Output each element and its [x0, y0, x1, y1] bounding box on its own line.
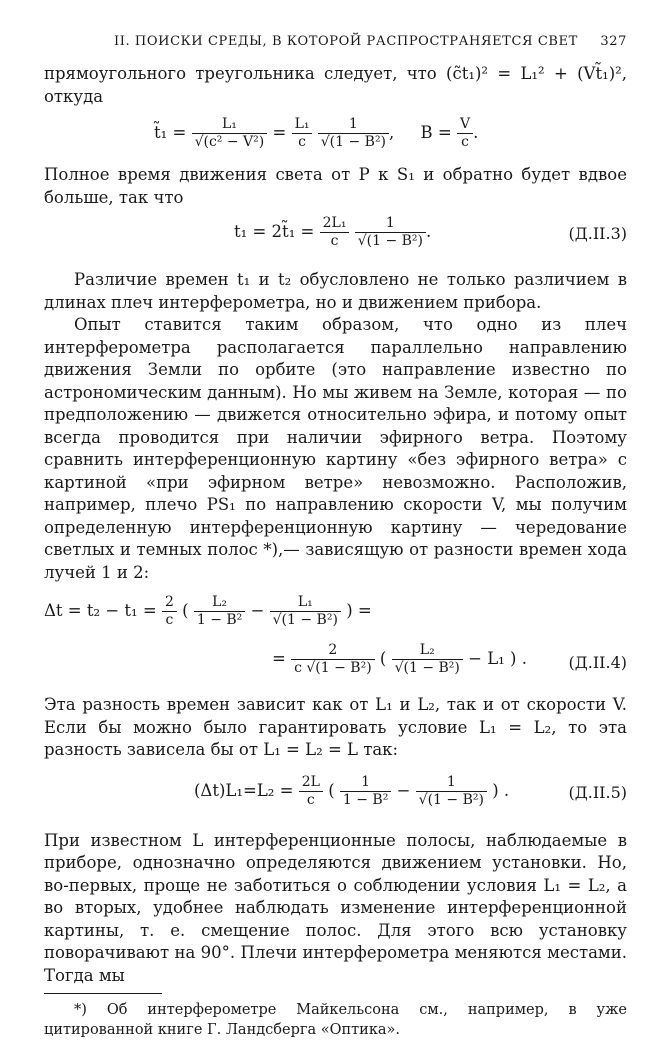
formula-lhs: t̃₁ = [154, 123, 187, 142]
fraction: $\frac{1}{\text{√(1 − B²)}}$ [355, 215, 426, 250]
fraction: $\frac{\text{L₂}}{\text{1 − B²}}$ [194, 594, 245, 629]
page-number: 327 [600, 34, 627, 49]
fraction: $\frac{\text{L₁}}{c}$ [292, 116, 313, 151]
equation-number: (Д.II.5) [568, 782, 627, 802]
fraction: $\frac{1}{\text{1 − B²}}$ [340, 774, 391, 809]
formula-d2-3: t₁ = 2t̃₁ = $\frac{\text{2L₁}}{c}$ $\frac{1}{\text{√(1 − B²)}}$ . (Д.II.3) [234, 215, 627, 249]
fraction: $\frac{2L}{c}$ [299, 774, 323, 809]
paragraph-4: Опыт ставится таким образом, что одно из плеч интерферометра располагается параллельно направлению движения Земли по орбите (это направление известно по астрономическим данным). Но мы живем на Земле, которая — по предположению — движется относительно эфира, и потому опыт всегда проводится при наличии эфирного ветра. Поэтому сравнить интерференционную картину «без эфирного ветра» с картиной «при эфирном ветре» невозможно. Расположив, например, плечо PS₁ по направлению скорости V, мы получим определенную интерференционную картину — чередование светлых и темных полос *),— зависящую от разности времен хода лучей 1 и 2: [44, 315, 627, 582]
fraction: $\frac{\text{L₁}}{\text{√(1 − B²)}}$ [270, 594, 341, 629]
fraction: $\frac{1}{\text{√(1 − B²)}}$ [416, 774, 487, 809]
formula-delta-t: Δt = t₂ − t₁ = $\frac{2}{c}$ ( $\frac{\text{L₂}}{\text{1 − B²}}$ − $\frac{\text{L₁}}{\text{√(1 − B²)}}$ ) = [44, 594, 372, 628]
formula-t1: t̃₁ = $\frac{\text{L₁}}{\text{√(c² − V²)}}$ = $\frac{\text{L₁}}{c}$ $\frac{1}{\text{√(1 − B²)}}$ , B = $\frac{V}{c}$ . [154, 116, 479, 150]
fraction: $\frac{1}{\text{√(1 − B²)}}$ [318, 116, 389, 151]
book-page [44, 34, 627, 1040]
footnote: *) Об интерферометре Майкельсона см., например, в уже цитированной книге Г. Ландсберга «Оптика». [44, 1002, 627, 1038]
fraction: $\frac{\text{L₁}}{\text{√(c² − V²)}}$ [192, 116, 268, 151]
fraction: $\frac{V}{c}$ [457, 116, 473, 151]
fraction: $\frac{\text{L₂}}{\text{√(1 − B²)}}$ [392, 642, 463, 677]
paragraph-3: Различие времен t₁ и t₂ обусловлено не только различием в длинах плеч интерферометра, но и движением прибора. [44, 270, 627, 312]
running-header [114, 34, 627, 49]
footnote-divider [44, 993, 162, 994]
paragraph-2: Полное время движения света от P к S₁ и обратно будет вдвое больше, так что [44, 165, 627, 207]
fraction: $\frac{\text{2L₁}}{c}$ [320, 215, 350, 250]
paragraph-5: Эта разность времен зависит как от L₁ и L₂, так и от скорости V. Если бы можно было гарантировать условие L₁ = L₂, то эта разность зависела бы от L₁ = L₂ = L так: [44, 695, 627, 759]
fraction: $\frac{2}{c}$ [162, 594, 177, 629]
paragraph-6: При известном L интерференционные полосы, наблюдаемые в приборе, однозначно определяются движением установки. Но, во-первых, проще не заботиться о соблюдении условия L₁ = L₂, а во вторых, удобнее наблюдать изменение интерференционной картины, т. е. смещение полос. Для этого всю установку поворачивают на 90°. Плечи интерферометра меняются местами. Тогда мы [44, 830, 627, 985]
paragraph-1: прямоугольного треугольника следует, что (c̃t₁)² = L₁² + (Vt̃₁)², откуда [44, 64, 627, 106]
equation-number: (Д.II.3) [568, 224, 627, 243]
formula-d2-5: (Δt)L₁=L₂ = $\frac{2L}{c}$ ( $\frac{1}{\text{1 − B²}}$ − $\frac{1}{\text{√(1 − B²)}}$ ) . (Д.II.5) [194, 773, 627, 808]
fraction: $\frac{2}{\text{c √(1 − B²)}}$ [291, 642, 375, 677]
equation-number: (Д.II.4) [568, 653, 627, 672]
formula-d2-4: = $\frac{2}{\text{c √(1 − B²)}}$ ( $\frac{\text{L₂}}{\text{√(1 − B²)}}$ − L₁ ) . (Д.II.4) [272, 642, 627, 676]
running-title: II. ПОИСКИ СРЕДЫ, В КОТОРОЙ РАСПРОСТРАНЯЕТСЯ СВЕТ [114, 34, 578, 49]
